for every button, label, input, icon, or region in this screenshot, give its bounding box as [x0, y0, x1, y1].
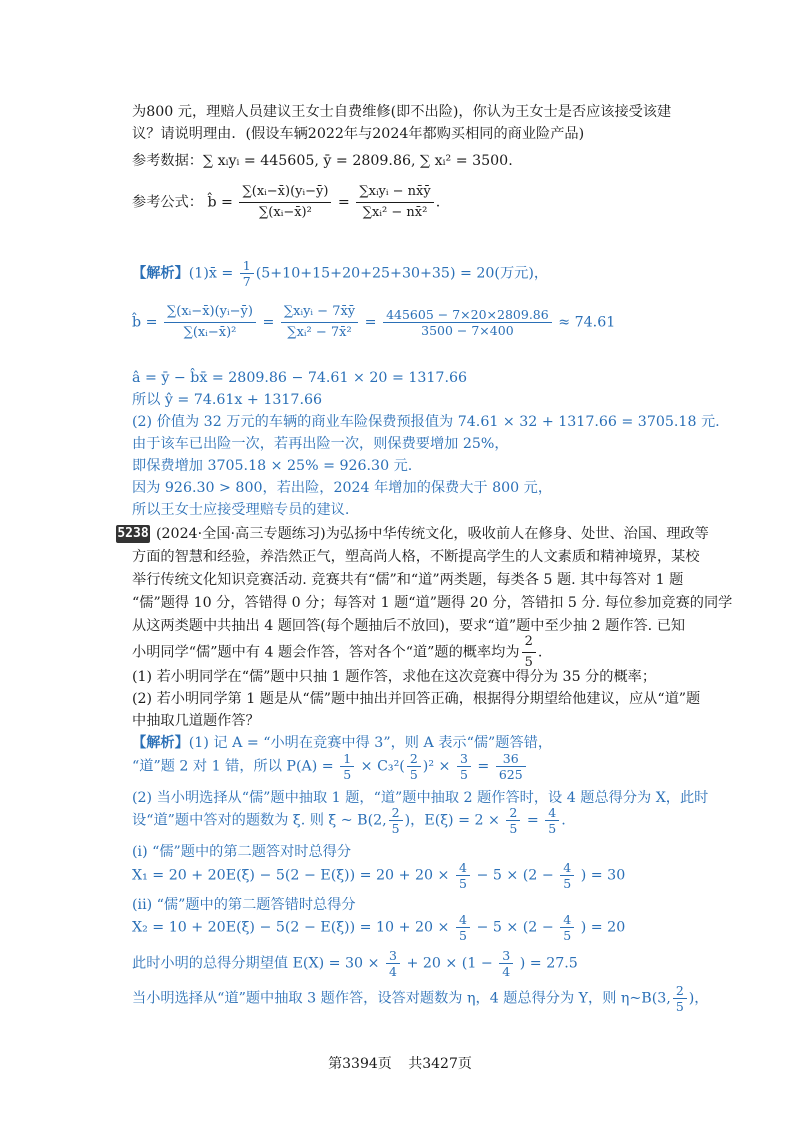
fraction: $\frac{4}{5}$: [545, 805, 559, 836]
fraction: $\frac{1}{5}$: [340, 751, 354, 782]
solution-line: (ii) “儒”题中的第二题答错时总得分: [132, 897, 356, 913]
solution-line: “道”题 2 对 1 错，所以 P(A) = $\frac{1}{5}$ × C₃²( $\frac{2}{5}$ )² × $\frac{3}{5}$ = $\frac{36}{625}$: [132, 751, 528, 782]
solution-line: 即保费增加 3705.18 × 25% = 926.30 元.: [132, 458, 413, 474]
solution-line: (2) 当小明选择从“儒”题中抽取 1 题，“道”题中抽取 2 题作答时，设 4 题总得分为 X，此时: [132, 790, 709, 806]
text-line: 为800 元，理赔人员建议王女士自费维修(即不出险)，你认为王女士是否应该接受该建: [132, 104, 672, 120]
solution-line: 【解析】(1) 记 A = “小明在竞赛中得 3”，则 A 表示“儒”题答错，: [132, 735, 553, 751]
solution-line: 【解析】(1)x̄ = $\frac{1}{7}$ (5+10+15+20+25+30+35) = 20(万元)，: [132, 258, 549, 289]
fraction: $\frac{\text{∑(xᵢ−x̄)(yᵢ−ȳ)}}{\text{∑(xᵢ−x̄)²}}$: [239, 182, 331, 223]
page-footer: [0, 1053, 800, 1073]
fraction: $\frac{2}{5}$: [522, 632, 536, 673]
solution-line: 当小明选择从“道”题中抽取 3 题作答，设答对题数为 η，4 题总得分为 Y，则 η~B(3, $\frac{2}{5}$ )，: [132, 983, 709, 1014]
reference-data: 参考数据：∑ xᵢyᵢ = 445605, ȳ = 2809.86, ∑ xᵢ² = 3500.: [132, 153, 513, 169]
fraction: $\frac{\text{∑xᵢyᵢ − 7x̄ȳ}}{\text{∑xᵢ² − 7x̄²}}$: [281, 302, 358, 343]
fraction: $\frac{\text{∑(xᵢ−x̄)(yᵢ−ȳ)}}{\text{∑(xᵢ−x̄)²}}$: [164, 302, 256, 343]
fraction: $\frac{4}{5}$: [456, 860, 470, 891]
solution-line: 所以 ŷ = 74.61x + 1317.66: [132, 392, 323, 408]
question-line: 小明同学“儒”题中有 4 题会作答，答对各个“道”题的概率均为 $\frac{2}{5}$ .: [132, 632, 542, 673]
page-number: 第3394页: [328, 1056, 392, 1072]
fraction: $\frac{3}{4}$: [386, 948, 400, 979]
fraction: $\frac{36}{625}$: [496, 751, 526, 782]
solution-tag: 【解析】: [132, 265, 189, 282]
solution-line: 设“道”题中答对的题数为 ξ. 则 ξ ~ B(2, $\frac{2}{5}$ )，E(ξ) = 2 × $\frac{2}{5}$ = $\frac{4}{5}$ .: [132, 805, 566, 836]
fraction: $\frac{445605 - 7\times 20\times 2809.86}{3500 - 7\times 400}$: [383, 307, 552, 338]
solution-line: 由于该车已出险一次，若再出险一次，则保费要增加 25%，: [132, 436, 509, 452]
solution-line: b̂ = $\frac{\text{∑(xᵢ−x̄)(yᵢ−ȳ)}}{\text{∑(xᵢ−x̄)²}}$ = $\frac{\text{∑xᵢyᵢ − 7x̄ȳ}}{\text{∑xᵢ² − 7x̄²}}$ = $\frac{445605 - 7\times 20\times 2809.86}{3500 - 7\times 400}$ ≈ 74.61: [132, 302, 615, 343]
question-line: (2) 若小明同学第 1 题是从“儒”题中抽出并回答正确，根据得分期望给他建议，应从“道”题: [132, 691, 701, 707]
solution-line: (2) 价值为 32 万元的车辆的商业车险保费预报值为 74.61 × 32 + 1317.66 = 3705.18 元.: [132, 414, 720, 430]
fraction: $\frac{4}{5}$: [456, 912, 470, 943]
fraction: $\frac{1}{7}$: [240, 258, 254, 289]
fraction: $\frac{2}{5}$: [673, 983, 687, 1014]
fraction: $\frac{3}{5}$: [457, 751, 471, 782]
question-line: 举行传统文化知识竞赛活动. 竞赛共有“儒”和“道”两类题，每类各 5 题. 其中每答对 1 题: [132, 572, 684, 588]
text-line: 议？请说明理由．(假设车辆2022年与2024年都购买相同的商业险产品): [132, 126, 585, 142]
question-line: (1) 若小明同学在“儒”题中只抽 1 题作答，求他在这次竞赛中得分为 35 分的概率；: [132, 669, 657, 685]
fraction: $\frac{2}{5}$: [506, 805, 520, 836]
fraction: $\frac{2}{5}$: [407, 751, 421, 782]
solution-line: 此时小明的总得分期望值 E(X) = 30 × $\frac{3}{4}$ + 20 × (1 − $\frac{3}{4}$ ) = 27.5: [132, 948, 578, 979]
question-line: “儒”题得 10 分，答错得 0 分；每答对 1 题“道”题得 20 分，答错扣 5 分. 每位参加竞赛的同学: [132, 595, 733, 611]
fraction: $\frac{4}{5}$: [560, 912, 574, 943]
fraction: $\frac{4}{5}$: [560, 860, 574, 891]
solution-line: X₂ = 10 + 20E(ξ) − 5(2 − E(ξ)) = 10 + 20 × $\frac{4}{5}$ − 5 × (2 − $\frac{4}{5}$ ) = 20: [132, 912, 626, 943]
fraction: $\frac{2}{5}$: [389, 805, 403, 836]
question-line: 方面的智慧和经验，养浩然正气，塑高尚人格，不断提高学生的人文素质和精神境界，某校: [132, 549, 700, 565]
solution-line: X₁ = 20 + 20E(ξ) − 5(2 − E(ξ)) = 20 + 20 × $\frac{4}{5}$ − 5 × (2 − $\frac{4}{5}$ ) = 30: [132, 860, 626, 891]
solution-line: â = ȳ − b̂x̄ = 2809.86 − 74.61 × 20 = 1317.66: [132, 370, 468, 386]
reference-formula: 参考公式： b̂ = $\frac{\text{∑(xᵢ−x̄)(yᵢ−ȳ)}}{\text{∑(xᵢ−x̄)²}}$ = $\frac{\text{∑xᵢyᵢ − nx̄ȳ}}{\text{∑xᵢ² − nx̄²}}$ .: [132, 182, 440, 223]
question-line: 从这两类题中共抽出 4 题回答(每个题抽后不放回)，要求“道”题中至少抽 2 题作答. 已知: [132, 618, 686, 634]
page-total: 共3427页: [408, 1056, 472, 1072]
solution-tag: 【解析】: [132, 735, 189, 751]
fraction: $\frac{3}{4}$: [499, 948, 513, 979]
fraction: $\frac{\text{∑xᵢyᵢ − nx̄ȳ}}{\text{∑xᵢ² − nx̄²}}$: [356, 182, 433, 223]
question-number: 5238: [117, 526, 149, 541]
question-line: (2024·全国·高三专题练习)为弘扬中华传统文化，吸收前人在修身、处世、治国、理政等: [156, 526, 709, 542]
solution-line: (i) “儒”题中的第二题答对时总得分: [132, 844, 352, 860]
solution-line: 因为 926.30 > 800，若出险，2024 年增加的保费大于 800 元，: [132, 480, 553, 496]
solution-line: 所以王女士应接受理赔专员的建议.: [132, 502, 350, 518]
question-line: 中抽取几道题作答？: [132, 713, 260, 729]
